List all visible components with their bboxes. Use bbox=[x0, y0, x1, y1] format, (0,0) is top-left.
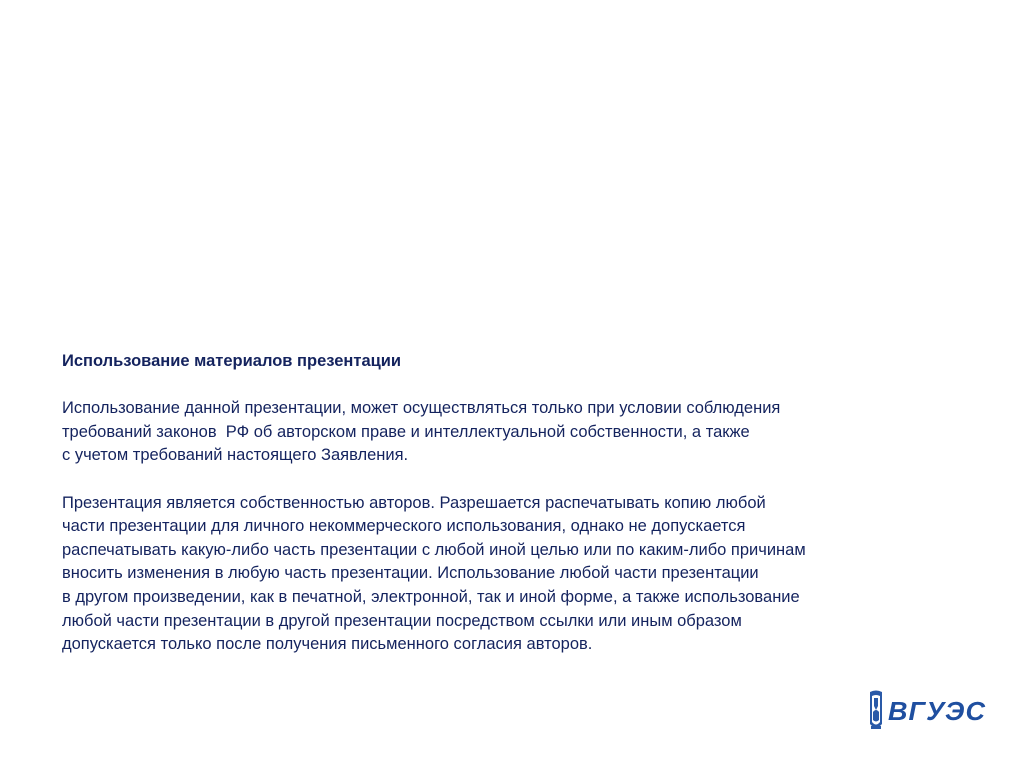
spacer bbox=[62, 468, 982, 492]
paragraph-line: любой части презентации в другой презентации посредством ссылки или иным образом bbox=[62, 611, 742, 630]
paragraph-line: Использование данной презентации, может осуществляться только при условии соблюдения bbox=[62, 399, 781, 418]
paragraph-line: вносить изменения в любую часть презентации. Использование любой части презентации bbox=[62, 564, 759, 583]
paragraph-line: допускается только после получения письменного согласия авторов. bbox=[62, 635, 593, 654]
spacer bbox=[62, 374, 982, 398]
paragraph-line: требований законов РФ об авторском праве и интеллектуальной собственности, а также bbox=[62, 422, 750, 441]
paragraph-line: распечатывать какую-либо часть презентации с любой иной целью или по каким-либо причинам bbox=[62, 540, 806, 559]
vguees-logo bbox=[866, 688, 992, 734]
usage-conditions-paragraph bbox=[62, 397, 982, 468]
paragraph-line: Презентация является собственностью авторов. Разрешается распечатывать копию любой bbox=[62, 493, 766, 512]
page-title: Использование материалов презентации bbox=[62, 352, 402, 370]
logo-wordmark: ВГУЭС bbox=[888, 696, 987, 726]
paragraph-line: в другом произведении, как в печатной, электронной, так и иной форме, а также использование bbox=[62, 587, 800, 606]
vguees-logo-graphic bbox=[866, 688, 992, 734]
paragraph-line: части презентации для личного некоммерческого использования, однако не допускается bbox=[62, 517, 746, 536]
ownership-paragraph bbox=[62, 492, 982, 657]
university-emblem-icon bbox=[870, 691, 882, 730]
paragraph-line: с учетом требований настоящего Заявления. bbox=[62, 446, 409, 465]
terms-of-use-text-block bbox=[62, 350, 982, 657]
